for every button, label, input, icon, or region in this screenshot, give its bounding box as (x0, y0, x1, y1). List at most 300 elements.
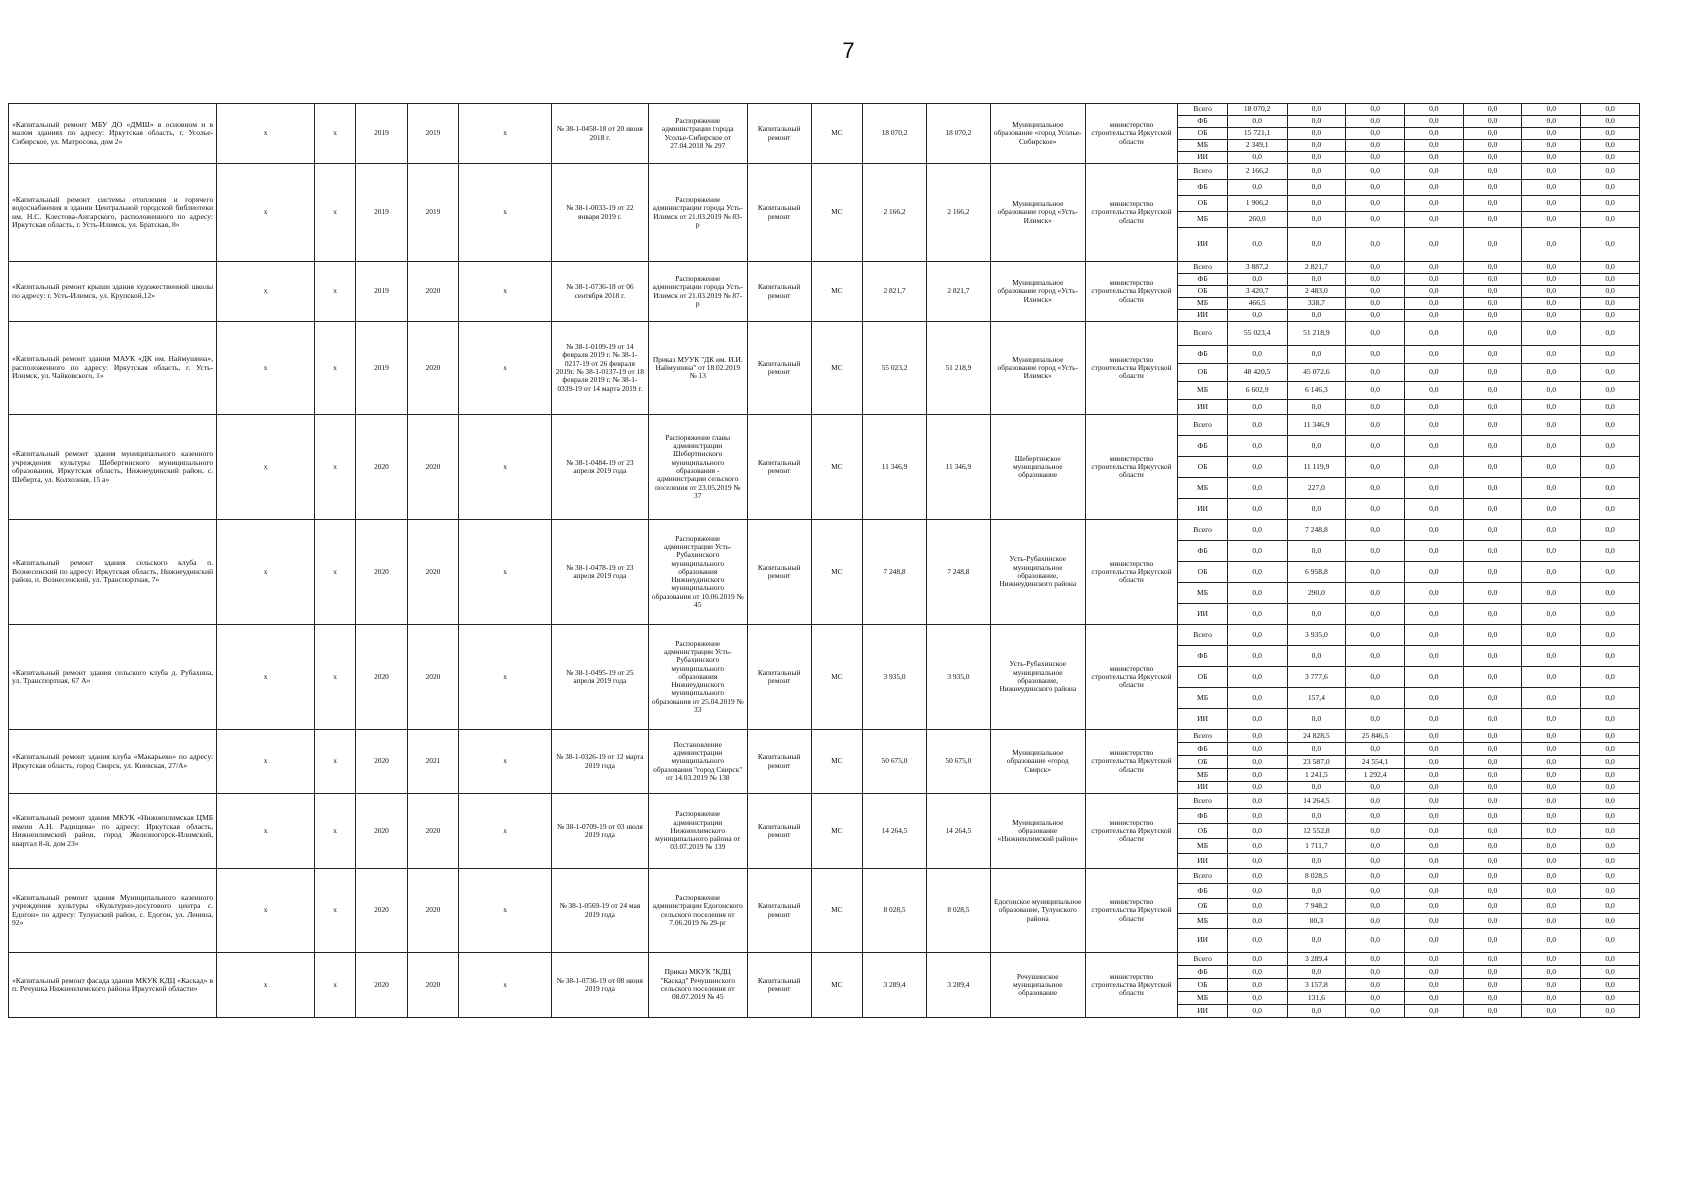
funding-value: 0,0 (1227, 180, 1287, 196)
funding-value: 0,0 (1404, 322, 1463, 346)
funding-value: 0,0 (1287, 743, 1346, 756)
funding-value: 0,0 (1463, 104, 1522, 116)
funding-value: 0,0 (1404, 436, 1463, 457)
funding-source-label: ИИ (1178, 310, 1227, 322)
col-x-1: х (217, 164, 315, 262)
funding-value: 0,0 (1522, 809, 1581, 824)
work-type: Капитальный ремонт (747, 953, 811, 1018)
funding-value: 0,0 (1346, 1005, 1405, 1018)
responsible-ministry: министерство строительства Иркутской области (1085, 520, 1178, 625)
expertise-conclusion: № 38-1-0495-19 от 25 апреля 2019 года (551, 625, 648, 730)
funding-value: 0,0 (1581, 769, 1640, 782)
funding-value: 0,0 (1522, 286, 1581, 298)
funding-value: 0,0 (1346, 979, 1405, 992)
funding-value: 0,0 (1346, 196, 1405, 212)
funding-value: 0,0 (1227, 646, 1287, 667)
funding-value: 227,0 (1287, 478, 1346, 499)
col-x-3: х (459, 730, 552, 794)
table-row (9, 262, 1640, 274)
approval-document: Распоряжение главы администрации Шебертинского муниципального образования - администрации сельского поселения от 23.05.2019 № 37 (648, 415, 747, 520)
col-x-1: х (217, 322, 315, 415)
funding-value: 0,0 (1581, 274, 1640, 286)
funding-value: 0,0 (1287, 346, 1346, 364)
col-x-2: х (315, 625, 356, 730)
funding-source-label: Всего (1178, 415, 1227, 436)
funding-value: 0,0 (1287, 1005, 1346, 1018)
work-type: Капитальный ремонт (747, 164, 811, 262)
funding-source-label: ФБ (1178, 116, 1227, 128)
end-year: 2020 (407, 415, 459, 520)
table-row (9, 869, 1640, 884)
table-row (9, 953, 1640, 966)
estimated-cost: 55 023,2 (863, 322, 927, 415)
funding-limit: 2 166,2 (926, 164, 990, 262)
funding-source-label: ОБ (1178, 364, 1227, 382)
funding-value: 0,0 (1463, 140, 1522, 152)
col-x-2: х (315, 794, 356, 869)
funding-value: 466,5 (1227, 298, 1287, 310)
funding-value: 0,0 (1522, 824, 1581, 839)
expertise-conclusion: № 38-1-0478-19 от 23 апреля 2019 года (551, 520, 648, 625)
funding-value: 0,0 (1463, 152, 1522, 164)
funding-value: 338,7 (1287, 298, 1346, 310)
expertise-conclusion: № 38-1-0736-18 от 06 сентября 2018 г. (551, 262, 648, 322)
funding-value: 0,0 (1346, 415, 1405, 436)
funding-value: 0,0 (1463, 769, 1522, 782)
funding-value: 0,0 (1346, 667, 1405, 688)
funding-value: 0,0 (1463, 794, 1522, 809)
funding-value: 0,0 (1463, 667, 1522, 688)
funding-source-label: ФБ (1178, 436, 1227, 457)
funding-limit: 50 675,0 (926, 730, 990, 794)
funding-value: 24 554,1 (1346, 756, 1405, 769)
funding-value: 0,0 (1287, 884, 1346, 899)
customer: Едогонское муниципальное образование, Тулунского района (990, 869, 1085, 953)
funding-value: 0,0 (1404, 152, 1463, 164)
funding-value: 0,0 (1287, 164, 1346, 180)
start-year: 2019 (356, 322, 408, 415)
col-x-1: х (217, 953, 315, 1018)
funding-source-label: ОБ (1178, 286, 1227, 298)
end-year: 2020 (407, 262, 459, 322)
funding-value: 0,0 (1227, 979, 1287, 992)
work-type: Капитальный ремонт (747, 730, 811, 794)
funding-value: 0,0 (1287, 128, 1346, 140)
funding-source-label: ОБ (1178, 667, 1227, 688)
work-type: Капитальный ремонт (747, 869, 811, 953)
funding-source-label: Всего (1178, 262, 1227, 274)
funding-value: 0,0 (1404, 743, 1463, 756)
funding-value: 0,0 (1404, 400, 1463, 415)
funding-value: 0,0 (1404, 667, 1463, 688)
funding-value: 0,0 (1287, 966, 1346, 979)
funding-value: 0,0 (1581, 152, 1640, 164)
funding-value: 23 587,0 (1287, 756, 1346, 769)
object-name: «Капитальный ремонт крыши здания художественной школы по адресу: г. Усть-Илимск, ул. Крупской,12» (9, 262, 217, 322)
funding-value: 0,0 (1463, 809, 1522, 824)
funding-value: 0,0 (1581, 854, 1640, 869)
funding-value: 0,0 (1581, 310, 1640, 322)
funding-source-label: МБ (1178, 212, 1227, 228)
funding-value: 0,0 (1463, 457, 1522, 478)
estimated-cost: 2 821,7 (863, 262, 927, 322)
funding-value: 0,0 (1581, 709, 1640, 730)
funding-value: 0,0 (1522, 415, 1581, 436)
funding-value: 0,0 (1581, 400, 1640, 415)
funding-value: 24 828,5 (1287, 730, 1346, 743)
funding-value: 0,0 (1522, 478, 1581, 499)
funding-value: 0,0 (1287, 436, 1346, 457)
responsible-ministry: министерство строительства Иркутской области (1085, 322, 1178, 415)
col-x-1: х (217, 104, 315, 164)
funding-value: 0,0 (1581, 286, 1640, 298)
funding-value: 0,0 (1346, 625, 1405, 646)
funding-value: 0,0 (1522, 604, 1581, 625)
funding-value: 0,0 (1404, 520, 1463, 541)
funding-value: 0,0 (1346, 604, 1405, 625)
work-type: Капитальный ремонт (747, 415, 811, 520)
col-x-1: х (217, 794, 315, 869)
funding-value: 0,0 (1522, 128, 1581, 140)
funding-source-label: ИИ (1178, 782, 1227, 794)
funding-value: 0,0 (1522, 583, 1581, 604)
ownership-form: МС (811, 415, 863, 520)
funding-value: 0,0 (1522, 625, 1581, 646)
table-row (9, 794, 1640, 809)
funding-value: 0,0 (1287, 152, 1346, 164)
funding-value: 1 241,5 (1287, 769, 1346, 782)
funding-value: 0,0 (1581, 929, 1640, 953)
funding-value: 0,0 (1227, 541, 1287, 562)
end-year: 2020 (407, 869, 459, 953)
table-row (9, 104, 1640, 116)
funding-value: 0,0 (1522, 929, 1581, 953)
funding-source-label: ФБ (1178, 809, 1227, 824)
expertise-conclusion: № 38-1-0569-19 от 24 мая 2019 года (551, 869, 648, 953)
funding-value: 0,0 (1287, 709, 1346, 730)
estimated-cost: 3 935,0 (863, 625, 927, 730)
funding-limit: 3 289,4 (926, 953, 990, 1018)
funding-value: 0,0 (1346, 869, 1405, 884)
funding-value: 0,0 (1581, 667, 1640, 688)
funding-value: 11 346,9 (1287, 415, 1346, 436)
funding-value: 18 070,2 (1227, 104, 1287, 116)
start-year: 2020 (356, 869, 408, 953)
funding-value: 0,0 (1227, 667, 1287, 688)
funding-source-label: Всего (1178, 164, 1227, 180)
funding-value: 0,0 (1522, 869, 1581, 884)
start-year: 2020 (356, 953, 408, 1018)
funding-value: 0,0 (1227, 809, 1287, 824)
col-x-1: х (217, 415, 315, 520)
funding-limit: 3 935,0 (926, 625, 990, 730)
funding-source-label: ИИ (1178, 604, 1227, 625)
funding-source-label: ФБ (1178, 180, 1227, 196)
funding-value: 0,0 (1346, 298, 1405, 310)
funding-value: 0,0 (1522, 274, 1581, 286)
col-x-3: х (459, 262, 552, 322)
funding-value: 11 119,9 (1287, 457, 1346, 478)
funding-value: 0,0 (1404, 415, 1463, 436)
funding-value: 0,0 (1581, 364, 1640, 382)
col-x-2: х (315, 869, 356, 953)
funding-value: 0,0 (1581, 180, 1640, 196)
responsible-ministry: министерство строительства Иркутской области (1085, 262, 1178, 322)
funding-value: 0,0 (1581, 794, 1640, 809)
funding-value: 0,0 (1346, 152, 1405, 164)
funding-value: 55 023,4 (1227, 322, 1287, 346)
funding-value: 0,0 (1404, 478, 1463, 499)
funding-value: 0,0 (1581, 824, 1640, 839)
funding-value: 3 777,6 (1287, 667, 1346, 688)
expertise-conclusion: № 38-1-0109-19 от 14 февраля 2019 г. № 38-1-0217-19 от 26 февраля 2019г. № 38-1-0137-19 от 18 февраля 2019 г. № 38-1-0339-19 от 14 марта 2019 г. (551, 322, 648, 415)
col-x-3: х (459, 104, 552, 164)
funding-value: 0,0 (1522, 756, 1581, 769)
funding-value: 0,0 (1581, 262, 1640, 274)
col-x-2: х (315, 322, 356, 415)
funding-value: 0,0 (1346, 709, 1405, 730)
end-year: 2020 (407, 322, 459, 415)
funding-source-label: Всего (1178, 322, 1227, 346)
end-year: 2019 (407, 104, 459, 164)
funding-value: 0,0 (1522, 322, 1581, 346)
funding-value: 0,0 (1581, 839, 1640, 854)
funding-value: 0,0 (1404, 140, 1463, 152)
object-name: «Капитальный ремонт здания МАУК «ДК им. Наймушина», расположенного по адресу: Иркутская область, г. Усть-Илимск, ул. Чайковского, 1» (9, 322, 217, 415)
funding-value: 0,0 (1404, 604, 1463, 625)
funding-value: 0,0 (1463, 274, 1522, 286)
funding-value: 0,0 (1522, 667, 1581, 688)
funding-value: 0,0 (1581, 415, 1640, 436)
funding-value: 6 602,9 (1227, 382, 1287, 400)
funding-value: 0,0 (1581, 743, 1640, 756)
funding-value: 3 289,4 (1287, 953, 1346, 966)
funding-value: 0,0 (1581, 228, 1640, 262)
estimated-cost: 18 070,2 (863, 104, 927, 164)
responsible-ministry: министерство строительства Иркутской области (1085, 415, 1178, 520)
funding-value: 0,0 (1463, 262, 1522, 274)
funding-value: 0,0 (1227, 688, 1287, 709)
funding-value: 0,0 (1346, 953, 1405, 966)
funding-value: 0,0 (1581, 128, 1640, 140)
funding-value: 0,0 (1581, 869, 1640, 884)
funding-value: 0,0 (1227, 992, 1287, 1005)
funding-value: 0,0 (1227, 436, 1287, 457)
funding-value: 0,0 (1404, 116, 1463, 128)
funding-value: 0,0 (1581, 478, 1640, 499)
funding-value: 0,0 (1463, 196, 1522, 212)
funding-value: 0,0 (1463, 625, 1522, 646)
ownership-form: МС (811, 262, 863, 322)
object-name: «Капитальный ремонт МБУ ДО «ДМШ» в основном и в малом зданиях по адресу: Иркутская область, г. Усолье-Сибирское, ул. Матросова, дом 2» (9, 104, 217, 164)
funding-value: 0,0 (1404, 104, 1463, 116)
funding-value: 0,0 (1463, 228, 1522, 262)
funding-value: 0,0 (1581, 562, 1640, 583)
funding-value: 0,0 (1346, 228, 1405, 262)
start-year: 2020 (356, 520, 408, 625)
start-year: 2019 (356, 104, 408, 164)
funding-value: 0,0 (1404, 769, 1463, 782)
estimated-cost: 3 289,4 (863, 953, 927, 1018)
funding-value: 0,0 (1463, 478, 1522, 499)
funding-value: 0,0 (1522, 794, 1581, 809)
funding-source-label: ИИ (1178, 709, 1227, 730)
funding-value: 0,0 (1463, 382, 1522, 400)
funding-value: 0,0 (1522, 262, 1581, 274)
funding-value: 0,0 (1581, 499, 1640, 520)
estimated-cost: 8 028,5 (863, 869, 927, 953)
funding-value: 0,0 (1227, 869, 1287, 884)
funding-value: 0,0 (1463, 884, 1522, 899)
funding-value: 0,0 (1522, 730, 1581, 743)
funding-value: 0,0 (1463, 782, 1522, 794)
funding-value: 0,0 (1227, 854, 1287, 869)
funding-value: 0,0 (1463, 364, 1522, 382)
end-year: 2021 (407, 730, 459, 794)
funding-value: 0,0 (1581, 322, 1640, 346)
funding-value: 260,0 (1227, 212, 1287, 228)
customer: Шебертинское муниципальное образование (990, 415, 1085, 520)
funding-value: 0,0 (1227, 709, 1287, 730)
funding-limit: 7 248,8 (926, 520, 990, 625)
funding-value: 0,0 (1227, 743, 1287, 756)
funding-value: 0,0 (1581, 688, 1640, 709)
funding-value: 3 887,2 (1227, 262, 1287, 274)
funding-value: 0,0 (1404, 884, 1463, 899)
col-x-2: х (315, 262, 356, 322)
funding-value: 0,0 (1227, 782, 1287, 794)
funding-value: 0,0 (1227, 152, 1287, 164)
funding-value: 0,0 (1287, 196, 1346, 212)
funding-value: 0,0 (1463, 646, 1522, 667)
funding-value: 0,0 (1287, 782, 1346, 794)
funding-value: 0,0 (1404, 212, 1463, 228)
funding-value: 0,0 (1404, 128, 1463, 140)
funding-value: 0,0 (1581, 541, 1640, 562)
col-x-3: х (459, 415, 552, 520)
funding-value: 0,0 (1346, 322, 1405, 346)
funding-value: 0,0 (1522, 400, 1581, 415)
funding-value: 0,0 (1463, 520, 1522, 541)
funding-value: 0,0 (1522, 646, 1581, 667)
funding-value: 0,0 (1522, 310, 1581, 322)
funding-value: 2 821,7 (1287, 262, 1346, 274)
funding-value: 0,0 (1463, 499, 1522, 520)
funding-value: 7 948,2 (1287, 899, 1346, 914)
funding-value: 0,0 (1404, 899, 1463, 914)
funding-source-label: ОБ (1178, 979, 1227, 992)
funding-value: 0,0 (1404, 262, 1463, 274)
funding-value: 0,0 (1463, 709, 1522, 730)
funding-value: 0,0 (1346, 140, 1405, 152)
funding-value: 0,0 (1227, 966, 1287, 979)
funding-value: 0,0 (1227, 346, 1287, 364)
table-row (9, 520, 1640, 541)
funding-value: 0,0 (1227, 884, 1287, 899)
funding-source-label: ФБ (1178, 884, 1227, 899)
funding-value: 80,3 (1287, 914, 1346, 929)
funding-value: 0,0 (1227, 794, 1287, 809)
col-x-3: х (459, 869, 552, 953)
funding-value: 0,0 (1581, 953, 1640, 966)
funding-value: 0,0 (1346, 743, 1405, 756)
expertise-conclusion: № 38-1-0484-19 от 23 апреля 2019 года (551, 415, 648, 520)
funding-value: 157,4 (1287, 688, 1346, 709)
responsible-ministry: министерство строительства Иркутской области (1085, 869, 1178, 953)
funding-value: 0,0 (1581, 992, 1640, 1005)
customer: Муниципальное образование город «Усть-Илимск» (990, 322, 1085, 415)
funding-value: 0,0 (1346, 346, 1405, 364)
funding-value: 0,0 (1346, 646, 1405, 667)
funding-value: 0,0 (1404, 646, 1463, 667)
funding-source-label: МБ (1178, 478, 1227, 499)
funding-value: 0,0 (1287, 310, 1346, 322)
object-name: «Капитальный ремонт здания Муниципального казенного учреждения культуры «Культурно-досугового центра с. Едогон» по адресу: Тулунский район, с. Едогон, ул. Ленина, 92» (9, 869, 217, 953)
approval-document: Распоряжение администрации города Усолье-Сибирское от 27.04.2018 № 297 (648, 104, 747, 164)
funding-source-label: ОБ (1178, 128, 1227, 140)
approval-document: Приказ МКУК "КДЦ "Каскад" Речушинского сельского поселения от 08.07.2019 № 45 (648, 953, 747, 1018)
approval-document: Распоряжение администрации Едогонского сельского поселения от 7.06.2019 № 29-рг (648, 869, 747, 953)
funding-value: 0,0 (1404, 966, 1463, 979)
customer: Муниципальное образование «город Усолье-Сибирское» (990, 104, 1085, 164)
funding-value: 0,0 (1287, 400, 1346, 415)
work-type: Капитальный ремонт (747, 625, 811, 730)
funding-value: 0,0 (1463, 869, 1522, 884)
funding-value: 290,0 (1287, 583, 1346, 604)
table-row (9, 164, 1640, 180)
funding-value: 0,0 (1346, 839, 1405, 854)
funding-value: 0,0 (1522, 914, 1581, 929)
program-table (8, 103, 1640, 1018)
funding-value: 0,0 (1287, 140, 1346, 152)
funding-value: 0,0 (1404, 756, 1463, 769)
funding-value: 0,0 (1522, 688, 1581, 709)
responsible-ministry: министерство строительства Иркутской области (1085, 953, 1178, 1018)
funding-value: 0,0 (1522, 499, 1581, 520)
funding-value: 0,0 (1287, 499, 1346, 520)
funding-value: 0,0 (1522, 839, 1581, 854)
funding-value: 0,0 (1463, 583, 1522, 604)
funding-source-label: МБ (1178, 688, 1227, 709)
funding-source-label: МБ (1178, 769, 1227, 782)
funding-value: 0,0 (1522, 140, 1581, 152)
funding-value: 0,0 (1581, 346, 1640, 364)
funding-value: 0,0 (1522, 709, 1581, 730)
funding-value: 0,0 (1463, 116, 1522, 128)
funding-value: 3 420,7 (1227, 286, 1287, 298)
approval-document: Распоряжение администрации города Усть-Илимск от 21.03.2019 № 87-р (648, 262, 747, 322)
estimated-cost: 50 675,0 (863, 730, 927, 794)
col-x-2: х (315, 164, 356, 262)
funding-value: 0,0 (1287, 180, 1346, 196)
col-x-3: х (459, 625, 552, 730)
funding-value: 0,0 (1522, 436, 1581, 457)
funding-value: 0,0 (1463, 541, 1522, 562)
funding-value: 48 420,5 (1227, 364, 1287, 382)
funding-value: 0,0 (1227, 499, 1287, 520)
funding-value: 0,0 (1463, 992, 1522, 1005)
funding-value: 0,0 (1346, 583, 1405, 604)
funding-value: 0,0 (1463, 562, 1522, 583)
col-x-3: х (459, 520, 552, 625)
responsible-ministry: министерство строительства Иркутской области (1085, 164, 1178, 262)
expertise-conclusion: № 38-1-0033-19 от 22 января 2019 г. (551, 164, 648, 262)
funding-value: 0,0 (1404, 869, 1463, 884)
funding-source-label: ИИ (1178, 929, 1227, 953)
funding-value: 0,0 (1227, 1005, 1287, 1018)
funding-value: 0,0 (1581, 979, 1640, 992)
funding-value: 0,0 (1346, 400, 1405, 415)
